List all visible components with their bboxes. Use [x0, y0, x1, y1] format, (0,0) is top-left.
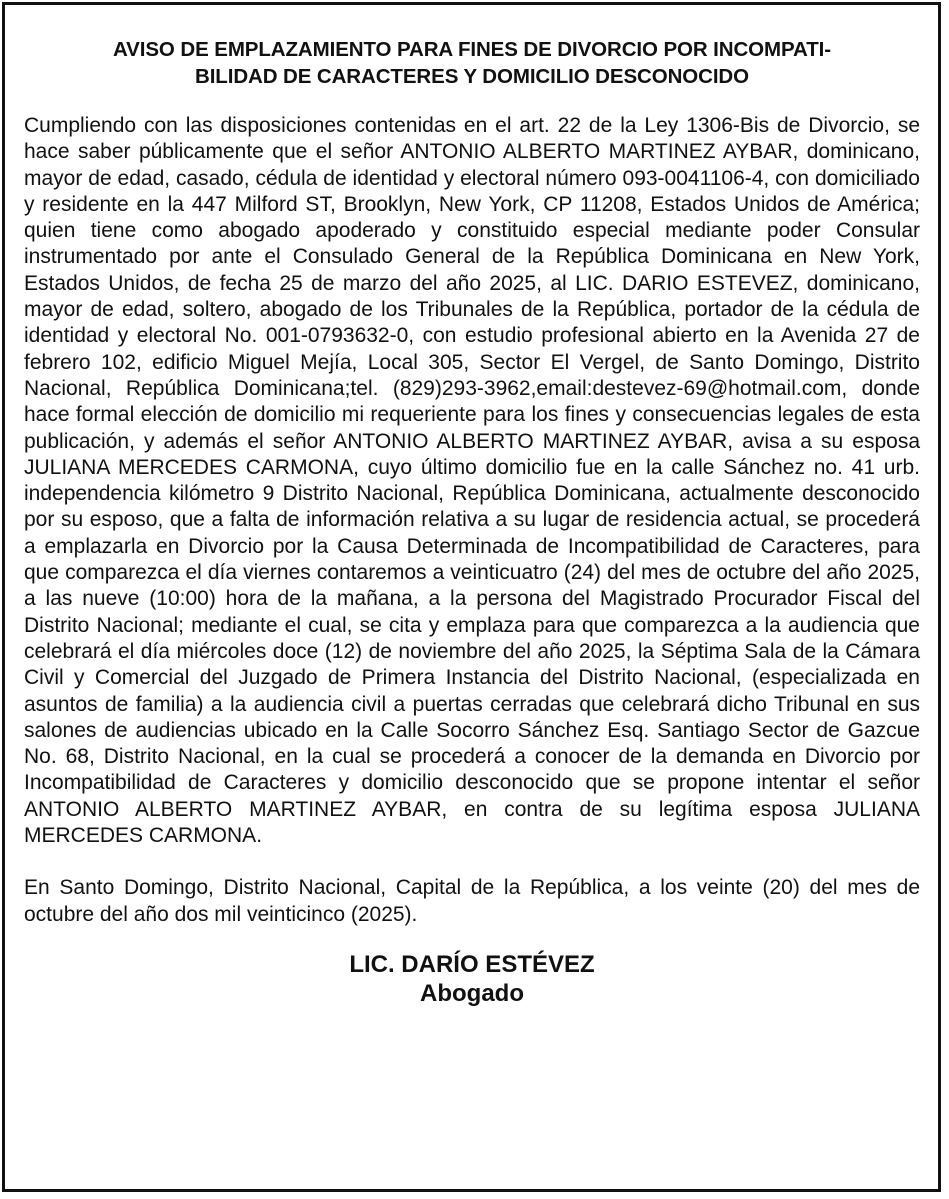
signature-role: Abogado [420, 979, 524, 1007]
notice-title-line-1: AVISO DE EMPLAZAMIENTO PARA FINES DE DIVORCIO POR INCOMPATI- [113, 38, 831, 61]
notice-body: Cumpliendo con las disposiciones contenidas en el art. 22 de la Ley 1306-Bis de Divorcio, se hace saber públicamente que el señor ANTONIO ALBERTO MARTINEZ AYBAR, dominicano, mayor de edad, casado, cédula de identidad y electoral número 093-0041106-4, con domiciliado y residente en la 447 Milford ST, Brooklyn, New York, CP 11208, Estados Unidos de América; quien tiene como abogado apoderado y constituido especial mediante poder Consular instrumentado por ante el Consulado General de la República Dominicana en New York, Estados Unidos, de fecha 25 de marzo del año 2025, al LIC. DARIO ESTEVEZ, dominicano, mayor de edad, soltero, abogado de los Tribunales de la República, portador de la cédula de identidad y electoral No. 001-0793632-0, con estudio profesional abierto en la Avenida 27 de febrero 102, edificio Miguel Mejía, Local 305, Sector El Vergel, de Santo Domingo, Distrito Nacional, República Dominicana;tel. (829)293-3962,email:destevez-69@hotmail.com, donde hace formal elección de domicilio mi requeriente para los fines y consecuencias legales de esta publicación, y además el señor ANTONIO ALBERTO MARTINEZ AYBAR, avisa a su esposa JULIANA MERCEDES CARMONA, cuyo último domicilio fue en la calle Sánchez no. 41 urb. independencia kilómetro 9 Distrito Nacional, República Dominicana, actualmente desconocido por su esposo, que a falta de información relativa a su lugar de residencia actual, se procederá a emplazarla en Divorcio por la Causa Determinada de Incompatibilidad de Caracteres, para que comparezca el día viernes contaremos a veinticuatro (24) del mes de octubre del año 2025, a las nueve (10:00) hora de la mañana, a la persona del Magistrado Procurador Fiscal del Distrito Nacional; mediante el cual, se cita y emplaza para que comparezca a la audiencia que celebrará el día miércoles doce (12) de noviembre del año 2025, la Séptima Sala de la Cámara Civil y Comercial del Juzgado de Primera Instancia del Distrito Nacional, (especializada en asuntos de familia) a la audiencia civil a puertas cerradas que celebrará dicho Tribunal en sus salones de audiencias ubicado en la Calle Socorro Sánchez Esq. Santiago Sector de Gazcue No. 68, Distrito Nacional, en la cual se procederá a conocer de la demanda en Divorcio por Incompatibilidad de Caracteres y domicilio desconocido que se propone intentar el señor ANTONIO ALBERTO MARTINEZ AYBAR, en contra de su legítima esposa JULIANA MERCEDES CARMONA. [24, 114, 920, 848]
notice-title-line-2: BILIDAD DE CARACTERES Y DOMICILIO DESCONOCIDO [195, 65, 749, 88]
signature-block [24, 950, 920, 1008]
signature-name: LIC. DARÍO ESTÉVEZ [349, 950, 595, 978]
notice-title [24, 36, 920, 90]
legal-notice [24, 36, 920, 1008]
notice-closing: En Santo Domingo, Distrito Nacional, Capital de la República, a los veinte (20) del mes de octubre del año dos mil veinticinco (2025). [24, 876, 920, 926]
